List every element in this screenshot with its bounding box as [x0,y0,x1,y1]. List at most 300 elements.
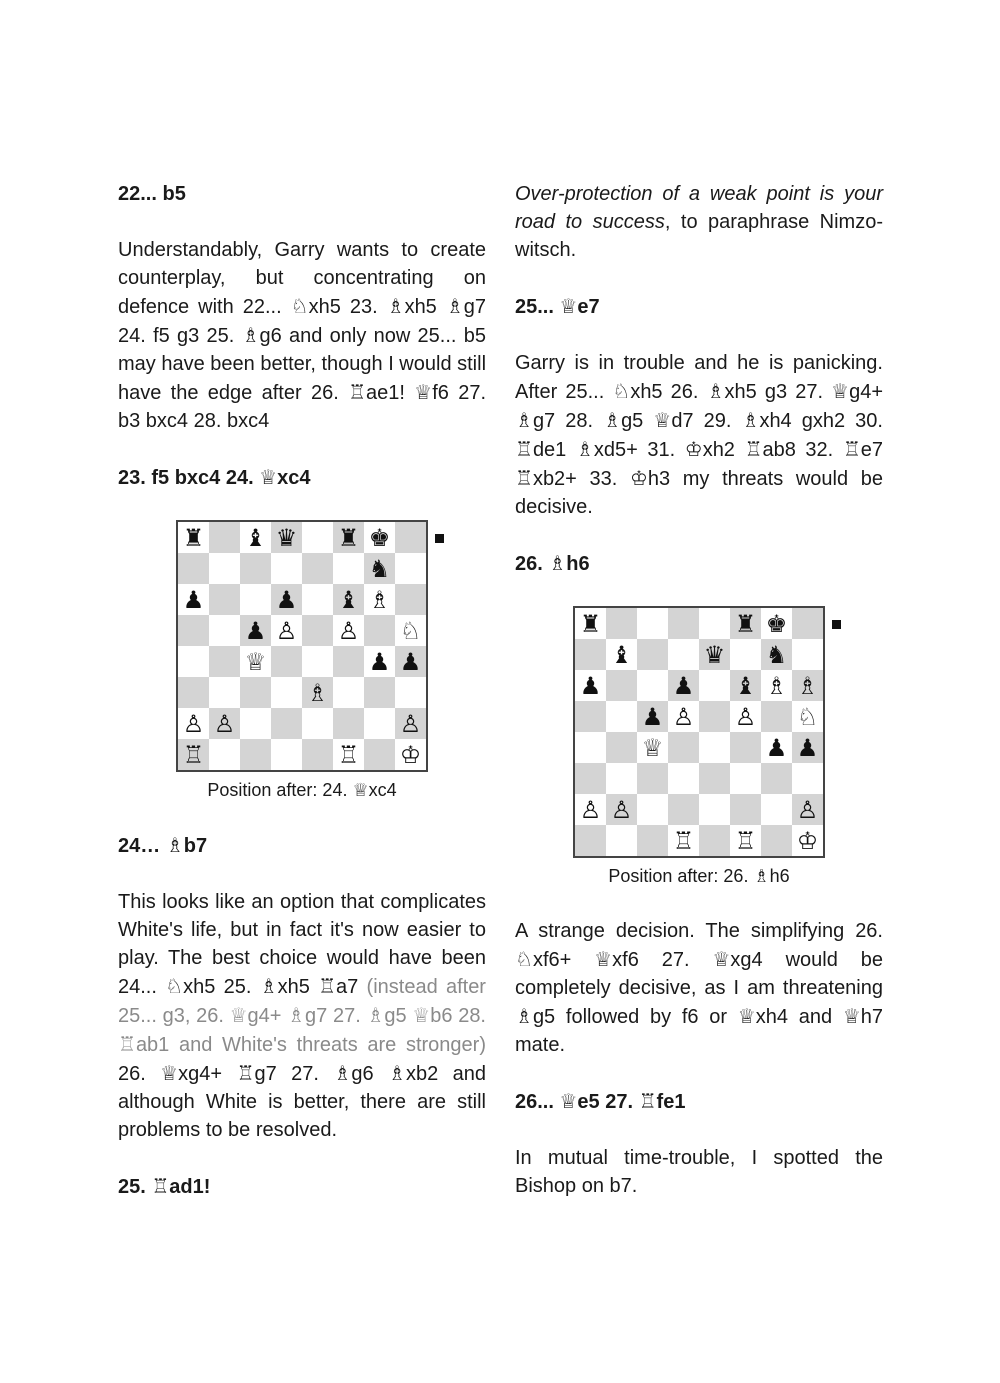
paragraph-understandably [118,236,486,435]
text-run: xh5 23. [308,296,387,318]
square-f6 [730,670,761,701]
grey-text-run: b6 28. [430,1005,486,1027]
white-rook-icon: ♖ [734,826,757,855]
square-g4 [364,646,395,677]
white-rook-icon: ♖ [842,437,861,461]
white-pawn-icon: ♙ [734,702,757,731]
white-rook-icon: ♖ [236,1061,255,1085]
chess-diagram-1 [118,520,486,803]
text-run: xg4 would be completely decisive, as I am threatening [515,949,883,999]
square-a6 [575,670,606,701]
square-d6 [271,584,302,615]
text-run: xg4+ [178,1063,237,1085]
left-column [118,180,486,1229]
white-queen-icon: ♕ [594,947,613,971]
text-run: b7 [183,835,208,857]
white-rook-icon: ♖ [348,380,367,404]
black-pawn-icon: ♟ [579,671,602,700]
text-run: 26. [515,553,549,575]
move-heading-24 [118,831,486,860]
white-queen-icon: ♕ [831,379,850,403]
square-f1 [730,825,761,856]
white-queen-icon: ♕ [641,733,664,762]
square-a5 [575,701,606,732]
square-a7 [575,639,606,670]
square-f8 [333,522,364,553]
square-f5 [333,615,364,646]
square-d6 [668,670,699,701]
white-king-icon: ♔ [629,466,648,490]
white-pawn-icon: ♙ [337,616,360,645]
white-rook-icon: ♖ [744,437,763,461]
square-h6 [395,584,426,615]
text-run: g5 [621,410,654,432]
text-run: h7 mate. [515,1006,883,1056]
square-c6 [240,584,271,615]
square-e8 [302,522,333,553]
square-g8 [364,522,395,553]
paragraph-this-looks [118,888,486,1144]
square-g5 [364,615,395,646]
text-run: xc4 [368,780,397,800]
text-run: In mutual time-trouble, I spotted the Bishop on b7. [515,1147,883,1197]
square-e2 [302,708,333,739]
square-g5 [761,701,792,732]
chess-diagram-2 [515,606,883,889]
black-king-icon: ♚ [368,523,391,552]
square-d5 [271,615,302,646]
square-h3 [395,677,426,708]
square-e1 [302,739,333,770]
text-run: ab8 32. [762,439,843,461]
square-h8 [395,522,426,553]
white-queen-icon: ♕ [559,1089,578,1113]
text-run: g7 24. f5 g3 25. [118,296,486,347]
text-run: xh5 26. [630,381,707,403]
square-a6 [178,584,209,615]
square-d2 [668,794,699,825]
black-bishop-icon: ♝ [244,523,267,552]
square-a4 [575,732,606,763]
text-run: xf6+ [532,949,595,971]
square-c8 [637,608,668,639]
square-f3 [333,677,364,708]
square-c1 [240,739,271,770]
paragraph-quote [515,180,883,264]
black-bishop-icon: ♝ [337,585,360,614]
white-rook-icon: ♖ [672,826,695,855]
paragraph-time-trouble [515,1144,883,1200]
text-run: 25... [515,296,560,318]
white-king-icon: ♔ [399,740,422,769]
text-run: 23. f5 bxc4 24. [118,467,260,489]
text-run: g4+ [849,381,884,403]
white-queen-icon: ♕ [229,1003,248,1027]
grey-text-run: g4+ [247,1005,288,1027]
text-run: , to paraphrase Nimzo-witsch. [515,211,883,261]
right-column [515,180,883,1228]
square-h1 [792,825,823,856]
square-e5 [302,615,333,646]
square-e6 [699,670,730,701]
white-bishop-icon: ♗ [603,408,622,432]
square-f5 [730,701,761,732]
square-b8 [606,608,637,639]
text-run: 26... [515,1091,560,1113]
black-pawn-icon: ♟ [672,671,695,700]
white-queen-icon: ♕ [653,408,672,432]
text-run: A strange decision. The simplifying 26. [515,920,883,942]
square-g2 [761,794,792,825]
square-h7 [395,553,426,584]
square-h1 [395,739,426,770]
square-f1 [333,739,364,770]
white-queen-icon: ♕ [559,294,578,318]
square-c4 [240,646,271,677]
text-run: g5 followed by f6 or [532,1006,738,1028]
white-queen-icon: ♕ [414,380,433,404]
white-king-icon: ♔ [796,826,819,855]
square-e5 [699,701,730,732]
square-b7 [209,553,240,584]
square-g4 [761,732,792,763]
square-d1 [668,825,699,856]
black-pawn-icon: ♟ [641,702,664,731]
black-to-move-marker [435,534,444,543]
square-g7 [761,639,792,670]
black-to-move-marker [832,620,841,629]
square-d8 [668,608,699,639]
square-c4 [637,732,668,763]
move-heading-26b [515,1087,883,1116]
square-c6 [637,670,668,701]
black-pawn-icon: ♟ [244,616,267,645]
white-queen-icon: ♕ [259,465,278,489]
square-b4 [209,646,240,677]
square-g3 [364,677,395,708]
diagram-caption-2 [515,864,883,889]
text-run: xb2+ 33. [532,468,630,490]
square-h2 [395,708,426,739]
square-a7 [178,553,209,584]
square-a2 [575,794,606,825]
move-heading-25 [118,1172,486,1201]
black-pawn-icon: ♟ [399,647,422,676]
grey-text-run: g5 [384,1005,413,1027]
square-g7 [364,553,395,584]
white-bishop-icon: ♗ [368,585,391,614]
square-b5 [209,615,240,646]
square-h8 [792,608,823,639]
square-b6 [606,670,637,701]
square-g1 [761,825,792,856]
white-bishop-icon: ♗ [366,1003,385,1027]
black-bishop-icon: ♝ [734,671,757,700]
white-rook-icon: ♖ [151,1174,170,1198]
white-rook-icon: ♖ [118,1032,136,1056]
square-f7 [730,639,761,670]
white-rook-icon: ♖ [318,974,337,998]
white-queen-icon: ♕ [160,1061,179,1085]
square-e4 [699,732,730,763]
white-bishop-icon: ♗ [765,671,788,700]
square-e8 [699,608,730,639]
white-bishop-icon: ♗ [548,551,567,575]
text-run: f6 27. b3 bxc4 28. bxc4 [118,382,487,432]
square-h5 [395,615,426,646]
black-knight-icon: ♞ [765,640,788,669]
white-knight-icon: ♘ [290,294,309,318]
black-pawn-icon: ♟ [182,585,205,614]
text-run: ae1! [366,382,415,404]
text-run: Position after: 26. [608,866,754,886]
text-run: Understandably, Garry wants to create counterplay, but concentrating on defence with 22... [118,239,486,318]
black-pawn-icon: ♟ [765,733,788,762]
square-e2 [699,794,730,825]
black-king-icon: ♚ [765,609,788,638]
board-wrapper-1 [176,520,428,772]
white-bishop-icon: ♗ [753,866,770,887]
square-h5 [792,701,823,732]
white-queen-icon: ♕ [244,647,267,676]
white-pawn-icon: ♙ [275,616,298,645]
white-bishop-icon: ♗ [706,379,725,403]
square-c2 [240,708,271,739]
move-heading-25b [515,292,883,321]
white-rook-icon: ♖ [515,437,533,461]
square-b3 [209,677,240,708]
black-pawn-icon: ♟ [275,585,298,614]
white-pawn-icon: ♙ [672,702,695,731]
grey-text-run: (instead after 25... g3, 26. [118,976,486,1027]
white-rook-icon: ♖ [337,740,360,769]
black-rook-icon: ♜ [579,609,602,638]
black-knight-icon: ♞ [368,554,391,583]
white-queen-icon: ♕ [842,1004,861,1028]
square-h4 [792,732,823,763]
text-run: g6 and only now 25... b5 may have been better, though I would still have the edge after 26. [118,325,487,404]
white-knight-icon: ♘ [612,379,631,403]
white-knight-icon: ♘ [399,616,422,645]
chessboard-2 [573,606,825,858]
square-b7 [606,639,637,670]
square-g2 [364,708,395,739]
white-bishop-icon: ♗ [515,408,533,432]
white-bishop-icon: ♗ [165,833,184,857]
square-a8 [575,608,606,639]
square-e4 [302,646,333,677]
square-e3 [699,763,730,794]
white-queen-icon: ♕ [412,1003,431,1027]
text-run: g6 [351,1063,389,1085]
square-a8 [178,522,209,553]
square-f6 [333,584,364,615]
square-a1 [575,825,606,856]
square-a1 [178,739,209,770]
white-pawn-icon: ♙ [399,709,422,738]
square-e3 [302,677,333,708]
text-run: xh5 25. [183,976,260,998]
text-run: This looks like an option that complicates White's life, but in fact it's now easier to play. The best choice would have been 24... [118,891,486,998]
white-bishop-icon: ♗ [333,1061,352,1085]
square-d7 [668,639,699,670]
white-queen-icon: ♕ [712,947,731,971]
white-pawn-icon: ♙ [579,795,602,824]
white-pawn-icon: ♙ [213,709,236,738]
square-e6 [302,584,333,615]
text-run: g7 28. [532,410,604,432]
square-f3 [730,763,761,794]
square-c5 [637,701,668,732]
move-heading-22: 22... b5 [118,183,186,205]
square-c3 [637,763,668,794]
diagram-caption-1 [118,778,486,803]
square-d4 [271,646,302,677]
white-queen-icon: ♕ [352,780,369,801]
text-run: h3 my threats would be decisive. [515,468,884,518]
square-b5 [606,701,637,732]
black-queen-icon: ♛ [703,640,726,669]
square-f2 [730,794,761,825]
text-run: de1 [532,439,576,461]
white-pawn-icon: ♙ [610,795,633,824]
white-knight-icon: ♘ [165,974,184,998]
square-d3 [668,763,699,794]
white-bishop-icon: ♗ [287,1003,306,1027]
square-d5 [668,701,699,732]
white-bishop-icon: ♗ [306,678,329,707]
text-run: g7 27. [254,1063,334,1085]
text-run: xh5 g3 27. [724,381,832,403]
chessboard-1 [176,520,428,772]
text-run: xh4 gxh2 30. [759,410,883,432]
square-h6 [792,670,823,701]
square-h7 [792,639,823,670]
white-bishop-icon: ♗ [259,974,278,998]
white-rook-icon: ♖ [515,466,533,490]
square-e7 [699,639,730,670]
square-g6 [364,584,395,615]
black-rook-icon: ♜ [734,609,757,638]
square-e1 [699,825,730,856]
square-b8 [209,522,240,553]
square-g3 [761,763,792,794]
text-run: xh2 [702,439,745,461]
white-knight-icon: ♘ [515,947,533,971]
white-queen-icon: ♕ [737,1004,756,1028]
square-c2 [637,794,668,825]
black-rook-icon: ♜ [337,523,360,552]
white-bishop-icon: ♗ [796,671,819,700]
square-h2 [792,794,823,825]
text-run: xb2 and although White is better, there are still problems to be resolved. [118,1063,486,1141]
square-b3 [606,763,637,794]
square-a4 [178,646,209,677]
black-rook-icon: ♜ [182,523,205,552]
square-g6 [761,670,792,701]
square-d2 [271,708,302,739]
black-pawn-icon: ♟ [368,647,391,676]
white-bishop-icon: ♗ [388,1061,406,1085]
white-bishop-icon: ♗ [515,1004,533,1028]
square-b4 [606,732,637,763]
square-b2 [606,794,637,825]
text-run: Position after: 24. [207,780,353,800]
square-f4 [730,732,761,763]
square-d1 [271,739,302,770]
square-c7 [240,553,271,584]
black-bishop-icon: ♝ [610,640,633,669]
text-run: h6 [566,553,590,575]
square-a5 [178,615,209,646]
square-b1 [209,739,240,770]
paragraph-strange-decision [515,917,883,1059]
square-c8 [240,522,271,553]
square-c3 [240,677,271,708]
grey-text-run: ab1 and White's threats are stronger) [135,1034,486,1056]
square-f2 [333,708,364,739]
black-pawn-icon: ♟ [796,733,819,762]
text-run: ad1! [169,1176,211,1198]
square-h4 [395,646,426,677]
text-run: xh5 [277,976,319,998]
square-f8 [730,608,761,639]
text-run: xc4 [277,467,311,489]
board-wrapper-2 [573,606,825,858]
white-bishop-icon: ♗ [241,323,260,347]
square-d7 [271,553,302,584]
white-pawn-icon: ♙ [796,795,819,824]
square-d3 [271,677,302,708]
white-rook-icon: ♖ [638,1089,657,1113]
white-bishop-icon: ♗ [386,294,405,318]
white-rook-icon: ♖ [182,740,205,769]
text-run: d7 29. [671,410,742,432]
square-h3 [792,763,823,794]
text-run: xh4 and [755,1006,843,1028]
square-c1 [637,825,668,856]
white-king-icon: ♔ [684,437,703,461]
black-queen-icon: ♛ [275,523,298,552]
text-run: 24… [118,835,166,857]
text-run: e5 27. [577,1091,639,1113]
white-knight-icon: ♘ [796,702,819,731]
move-heading-23 [118,463,486,492]
square-c5 [240,615,271,646]
text-run: xh5 [404,296,446,318]
italic-text-run: Over-protection of a weak point is your road to success [515,183,883,233]
square-b6 [209,584,240,615]
square-d4 [668,732,699,763]
text-run: 26. [118,1063,161,1085]
square-b1 [606,825,637,856]
square-c7 [637,639,668,670]
square-f7 [333,553,364,584]
text-run: e7 [577,296,600,318]
white-pawn-icon: ♙ [182,709,205,738]
square-e7 [302,553,333,584]
text-run: e7 [860,439,883,461]
text-run: xd5+ 31. [593,439,685,461]
white-bishop-icon: ♗ [575,437,594,461]
square-f4 [333,646,364,677]
white-bishop-icon: ♗ [445,294,464,318]
square-d8 [271,522,302,553]
white-bishop-icon: ♗ [741,408,760,432]
square-a3 [178,677,209,708]
square-g1 [364,739,395,770]
text-run: a7 [336,976,367,998]
